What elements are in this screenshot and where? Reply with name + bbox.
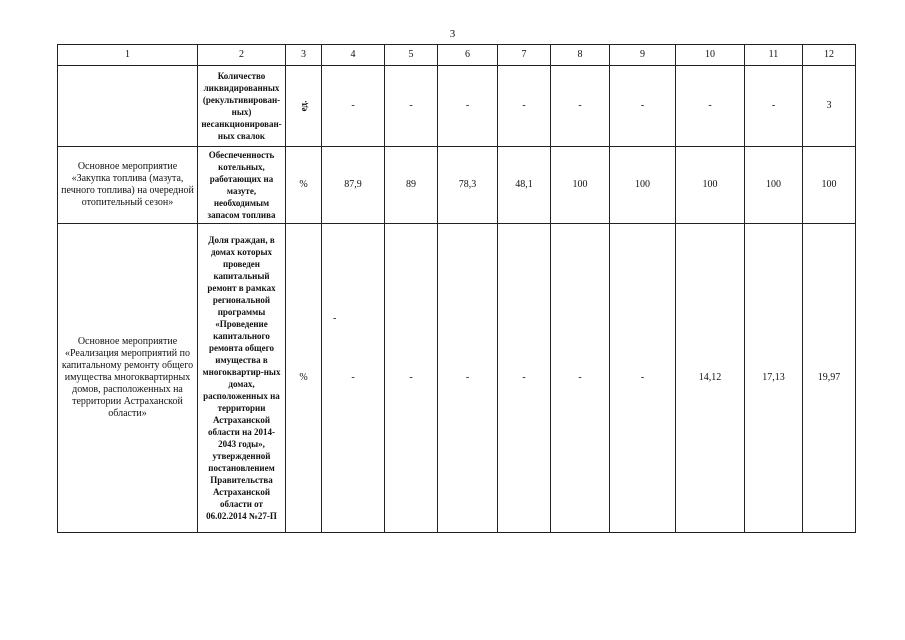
column-header: 10 — [676, 45, 745, 66]
value-cell: 19,97 — [803, 224, 856, 533]
unit-cell: % — [286, 147, 322, 224]
table-row — [58, 66, 856, 147]
column-header: 7 — [498, 45, 551, 66]
column-header: 5 — [385, 45, 438, 66]
column-header: 11 — [745, 45, 803, 66]
value-cell: 100 — [676, 147, 745, 224]
value-cell: 100 — [610, 147, 676, 224]
value-cell: - — [610, 224, 676, 533]
value-cell: 17,13 — [745, 224, 803, 533]
column-header: 3 — [286, 45, 322, 66]
value-cell: - — [498, 66, 551, 147]
unit-cell — [286, 66, 322, 147]
page-number: 3 — [449, 28, 456, 40]
value-cell: 100 — [803, 147, 856, 224]
value-cell: 89 — [385, 147, 438, 224]
unit-label: ед. — [298, 100, 309, 111]
column-header: 9 — [610, 45, 676, 66]
value-cell: - — [551, 224, 610, 533]
indicator-cell: Доля граждан, в домах которых проведен капитальный ремонт в рамках региональной программы «Проведение капитального ремонта общего имущества в многоквартир-ных домах, расположенных на территории Астраханской области на 2014-2043 годы», утвержденной постановлением Правительства Астраханской области от 06.02.2014 №27-П — [198, 224, 286, 533]
value-cell: - — [676, 66, 745, 147]
column-header: 12 — [803, 45, 856, 66]
indicator-cell: Количество ликвидированных (рекультивирован-ных) несанкционирован-ных свалок — [198, 66, 286, 147]
value-cell: 3 — [803, 66, 856, 147]
stray-dash-mark: - — [333, 313, 337, 324]
measure-cell — [58, 66, 198, 147]
column-header: 2 — [198, 45, 286, 66]
value-cell: - — [610, 66, 676, 147]
value-cell: - — [745, 66, 803, 147]
indicators-table — [57, 44, 856, 533]
column-header: 8 — [551, 45, 610, 66]
value-cell: - — [385, 66, 438, 147]
value-cell: - — [498, 224, 551, 533]
value-cell: - — [438, 66, 498, 147]
unit-cell: % — [286, 224, 322, 533]
column-header: 1 — [58, 45, 198, 66]
table-row — [58, 147, 856, 224]
value-cell: 78,3 — [438, 147, 498, 224]
measure-cell: Основное мероприятие «Закупка топлива (мазута, печного топлива) на очередной отопительный сезон» — [58, 147, 198, 224]
column-header: 4 — [322, 45, 385, 66]
value-cell: 48,1 — [498, 147, 551, 224]
value-cell: - — [322, 66, 385, 147]
value-cell: - — [438, 224, 498, 533]
table-header-row — [58, 45, 856, 66]
value-cell: - — [385, 224, 438, 533]
value-cell: 14,12 — [676, 224, 745, 533]
measure-cell: Основное мероприятие «Реализация мероприятий по капитальному ремонту общего имущества многоквартирных домов, расположенных на территории Астраханской области» — [58, 224, 198, 533]
value-cell: 100 — [551, 147, 610, 224]
table-row — [58, 224, 856, 533]
indicator-cell: Обеспеченность котельных, работающих на мазуте, необходимым запасом топлива — [198, 147, 286, 224]
value-cell: - — [551, 66, 610, 147]
column-header: 6 — [438, 45, 498, 66]
value-cell: 100 — [745, 147, 803, 224]
value-cell: 87,9 — [322, 147, 385, 224]
value-cell: - — [322, 224, 385, 533]
